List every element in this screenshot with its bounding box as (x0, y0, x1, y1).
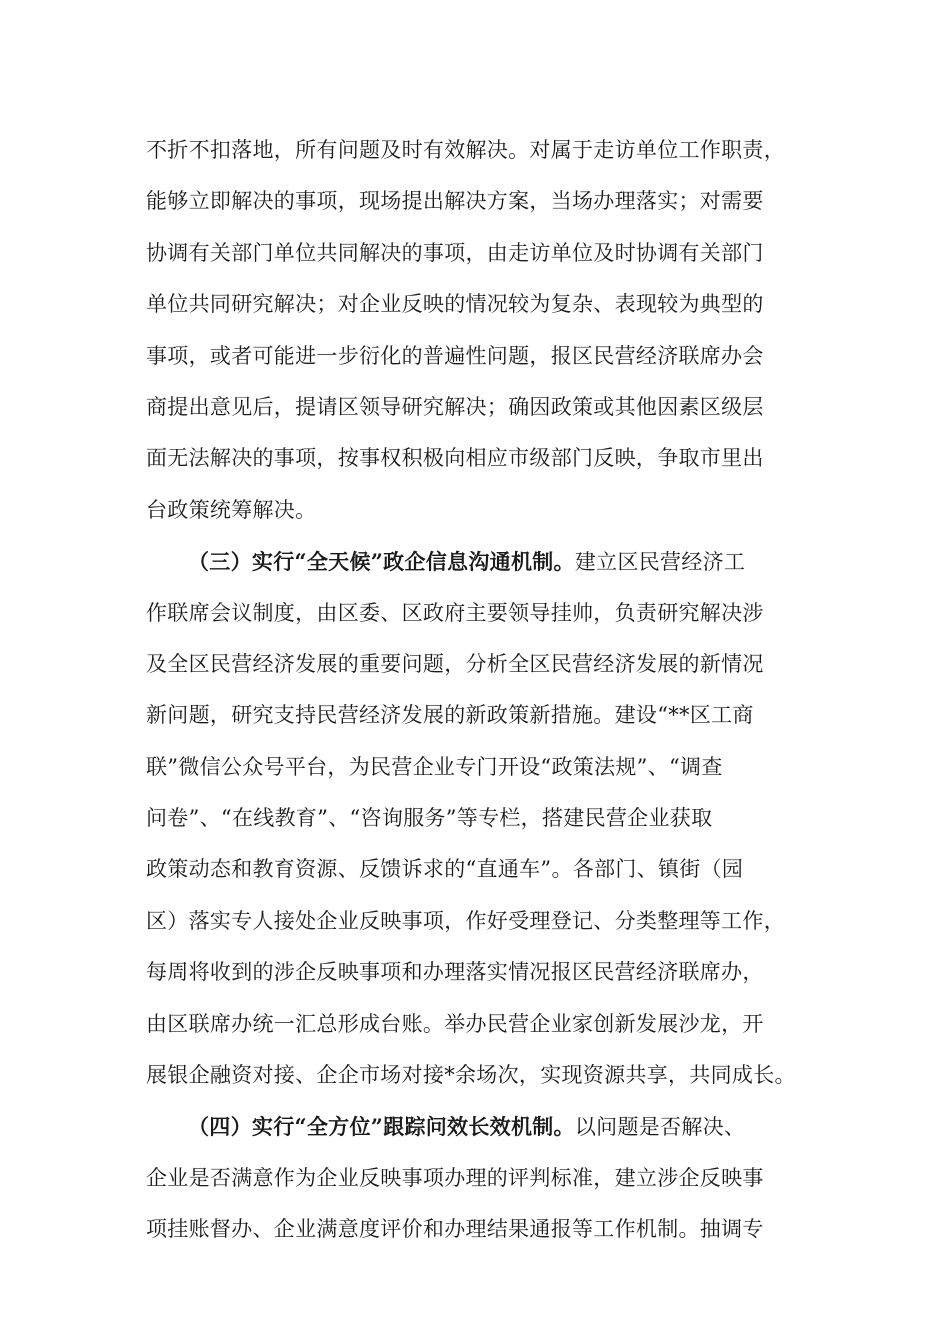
paragraph-line: 协调有关部门单位共同解决的事项，由走访单位及时协调有关部门 (146, 240, 764, 265)
section-3-first-line (146, 536, 826, 587)
paragraph-text: 建立区民营经济工 (574, 550, 746, 575)
paragraph-line: 联”微信公众号平台，为民营企业专门开设“政策法规”、“调查 (146, 754, 723, 779)
paragraph-line: 区）落实专人接处企业反映事项，作好受理登记、分类整理等工作， (146, 908, 785, 933)
paragraph-line: 事项，或者可能进一步衍化的普遍性问题，报区民营经济联席办会 (146, 343, 764, 368)
section-4-first-line (146, 1101, 826, 1152)
paragraph-line: 企业是否满意作为企业反映事项办理的评判标准，建立涉企反映事 (146, 1165, 764, 1190)
paragraph-line: 由区联席办统一汇总形成台账。举办民营企业家创新发展沙龙，开 (146, 1011, 764, 1036)
paragraph-line: 台政策统筹解决。 (146, 497, 317, 522)
paragraph-line: 政策动态和教育资源、反馈诉求的“直通车”。各部门、镇街（园 (146, 857, 744, 882)
paragraph-line: 及全区民营经济发展的重要问题，分析全区民营经济发展的新情况 (146, 651, 764, 676)
paragraph-line: 新问题，研究支持民营经济发展的新政策新措施。建设“**区工商 (146, 703, 754, 728)
paragraph-line: 作联席会议制度，由区委、区政府主要领导挂帅，负责研究解决涉 (146, 600, 764, 625)
paragraph-text: 以问题是否解决、 (574, 1115, 746, 1140)
document-body (146, 125, 826, 1256)
paragraph-line: 展银企融资对接、企企市场对接*余场次，实现资源共享，共同成长。 (146, 1063, 796, 1088)
paragraph-line: 不折不扣落地，所有问题及时有效解决。对属于走访单位工作职责， (146, 138, 785, 162)
paragraph-line: 商提出意见后，提请区领导研究解决；确因政策或其他因素区级层 (146, 394, 764, 419)
paragraph-line: 面无法解决的事项，按事权积极向相应市级部门反映，争取市里出 (146, 446, 764, 471)
paragraph-line: 项挂账督办、企业满意度评价和办理结果通报等工作机制。抽调专 (146, 1217, 764, 1242)
paragraph-line: 问卷”、“在线教育”、“咨询服务”等专栏，搭建民营企业获取 (146, 806, 713, 831)
section-4-heading: （四）实行“全方位”跟踪问效长效机制。 (188, 1114, 575, 1140)
section-3-heading: （三）实行“全天候”政企信息沟通机制。 (188, 549, 575, 575)
paragraph-line: 单位共同研究解决；对企业反映的情况较为复杂、表现较为典型的 (146, 292, 764, 317)
paragraph-line: 能够立即解决的事项，现场提出解决方案，当场办理落实；对需要 (146, 189, 764, 214)
paragraph-line: 每周将收到的涉企反映事项和办理落实情况报区民营经济联席办， (146, 960, 764, 985)
